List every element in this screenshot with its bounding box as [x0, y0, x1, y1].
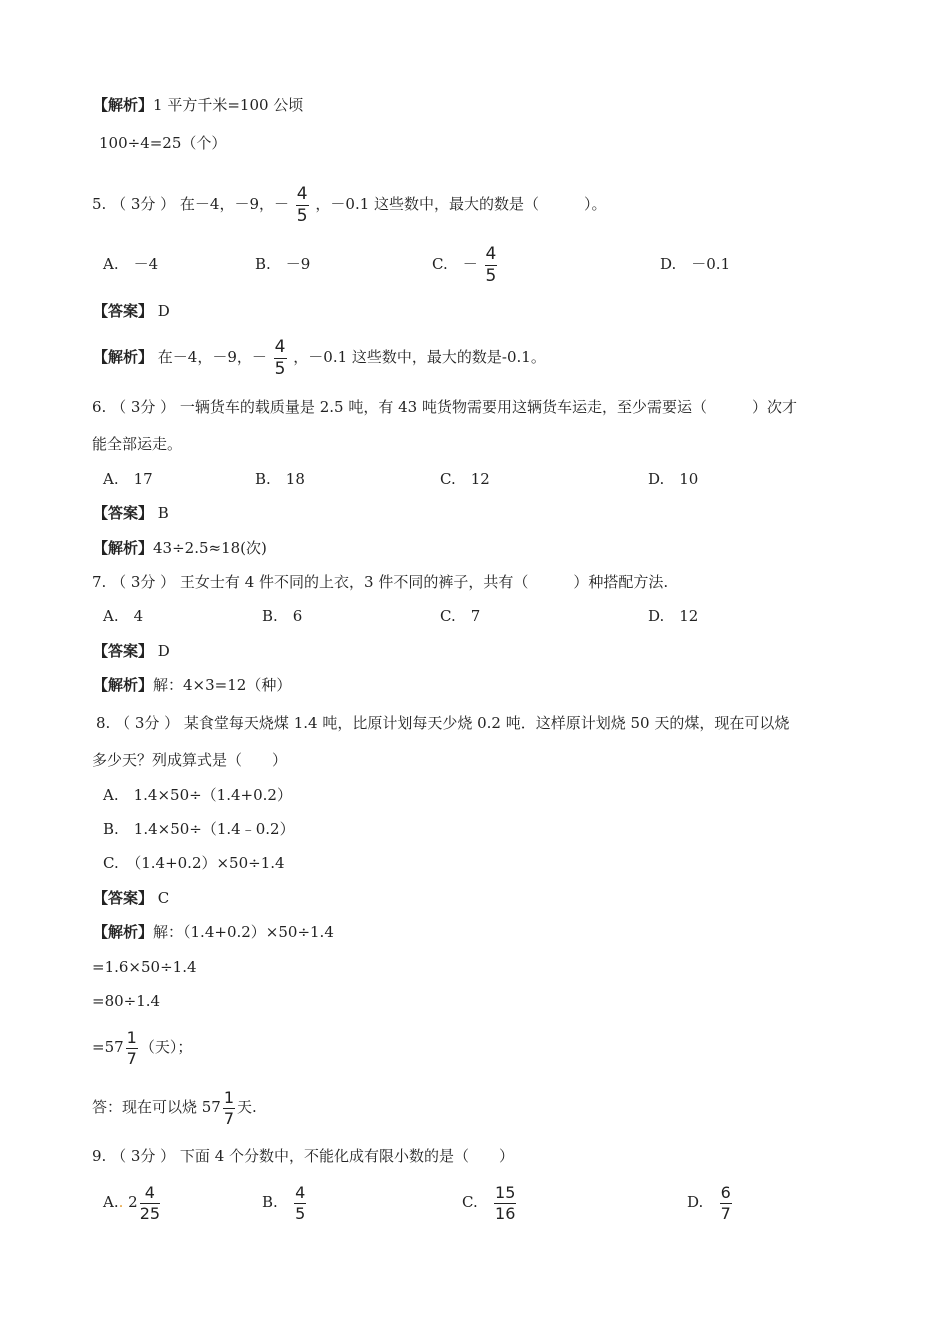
- option-c: C. $\frac{15}{16}$: [462, 1182, 516, 1223]
- option-c: C. 12: [440, 470, 490, 488]
- option-d: D. 10: [648, 470, 699, 488]
- question-8-cont: 多少天？列成算式是（ ）: [92, 751, 288, 769]
- question-text: ，－0.1 这些数中，最大的数是（ ）。: [315, 195, 607, 213]
- question-text: 5. （ 3分 ） 在－4，－9，－: [92, 195, 290, 213]
- answer-tag: 【答案】: [93, 302, 154, 320]
- option-a: A. 4: [103, 607, 144, 625]
- answer-line: 【答案】 D: [93, 642, 170, 660]
- answer-line: 【答案】 B: [93, 504, 169, 522]
- fraction: $\frac{1}{7}$: [223, 1087, 235, 1128]
- answer-value: D: [157, 642, 170, 660]
- fraction: $\frac{4}{25}$: [139, 1182, 161, 1223]
- question-9: 9. （ 3分 ） 下面 4 个分数中，不能化成有限小数的是（ ）: [92, 1147, 515, 1165]
- fraction: $\frac{4}{5}$: [295, 1182, 306, 1223]
- analysis-tag: 【解析】: [93, 348, 154, 366]
- analysis-line: 100÷4=25（个）: [99, 134, 227, 152]
- question-8: 8. （ 3分 ） 某食堂每天烧煤 1.4 吨，比原计划每天少烧 0.2 吨．这样原计划烧 50 天的煤，现在可以烧: [96, 714, 790, 732]
- analysis-line: 【解析】解：4×3=12（种）: [93, 676, 292, 694]
- option-a: A. 17: [103, 470, 153, 488]
- question-6: 6. （ 3分 ） 一辆货车的载质量是 2.5 吨，有 43 吨货物需要用这辆货车运走，至少需要运（ ）次才: [92, 398, 797, 416]
- answer-line: 【答案】 C: [93, 889, 170, 907]
- option-c: C. － $\frac{4}{5}$: [432, 243, 497, 286]
- analysis-text: 1 平方千米=100 公顷: [153, 96, 304, 114]
- question-7: 7. （ 3分 ） 王女士有 4 件不同的上衣，3 件不同的裤子，共有（ ）种搭配方法.: [92, 573, 669, 591]
- answer-line: [93, 301, 170, 321]
- answer-value: D: [157, 302, 170, 320]
- fraction: $\frac{15}{16}$: [495, 1182, 516, 1223]
- analysis-line: 【解析】43÷2.5≈18(次): [93, 539, 267, 557]
- analysis-line: 【解析】解：（1.4+0.2）×50÷1.4: [93, 923, 334, 941]
- fraction: $\frac{6}{7}$: [720, 1182, 731, 1223]
- analysis-tag: 【解析】: [93, 96, 154, 114]
- option-b: B. 6: [262, 607, 303, 625]
- option-d: D. 12: [648, 607, 699, 625]
- calc-step: =80÷1.4: [92, 992, 161, 1010]
- fraction: $\frac{4}{5}$: [274, 336, 286, 379]
- option-b: B. $\frac{4}{5}$: [262, 1182, 306, 1223]
- option-a: A. －4: [103, 255, 159, 273]
- option-a: A. 1.4×50÷（1.4+0.2）: [103, 786, 292, 804]
- option-d: D. $\frac{6}{7}$: [687, 1182, 731, 1223]
- analysis-line: 【解析】 在－4，－9，－ $\frac{4}{5}$ ，－0.1 这些数中，最大的数是-0.1。: [93, 336, 546, 379]
- answer-value: B: [157, 504, 169, 522]
- answer-value: C: [157, 889, 170, 907]
- calc-step: =57 $\frac{1}{7}$ （天）；: [92, 1027, 193, 1068]
- option-a: A.. 2 $\frac{4}{25}$: [103, 1182, 161, 1223]
- question-5: [92, 182, 607, 226]
- fraction: $\frac{1}{7}$: [126, 1027, 137, 1068]
- question-6-cont: 能全部运走。: [92, 435, 183, 453]
- option-b: B. 1.4×50÷（1.4﹣0.2）: [103, 820, 295, 838]
- calc-step: =1.6×50÷1.4: [92, 958, 197, 976]
- option-c: C. （1.4+0.2）×50÷1.4: [103, 854, 285, 872]
- option-d: D. －0.1: [660, 255, 731, 273]
- fraction: $\frac{4}{5}$: [296, 183, 308, 226]
- option-b: B. 18: [255, 470, 305, 488]
- answer-sentence: 答：现在可以烧 57 $\frac{1}{7}$ 天.: [92, 1087, 257, 1128]
- analysis-line: [93, 95, 303, 115]
- option-c: C. 7: [440, 607, 481, 625]
- option-b: B. －9: [255, 255, 311, 273]
- fraction: $\frac{4}{5}$: [485, 243, 497, 286]
